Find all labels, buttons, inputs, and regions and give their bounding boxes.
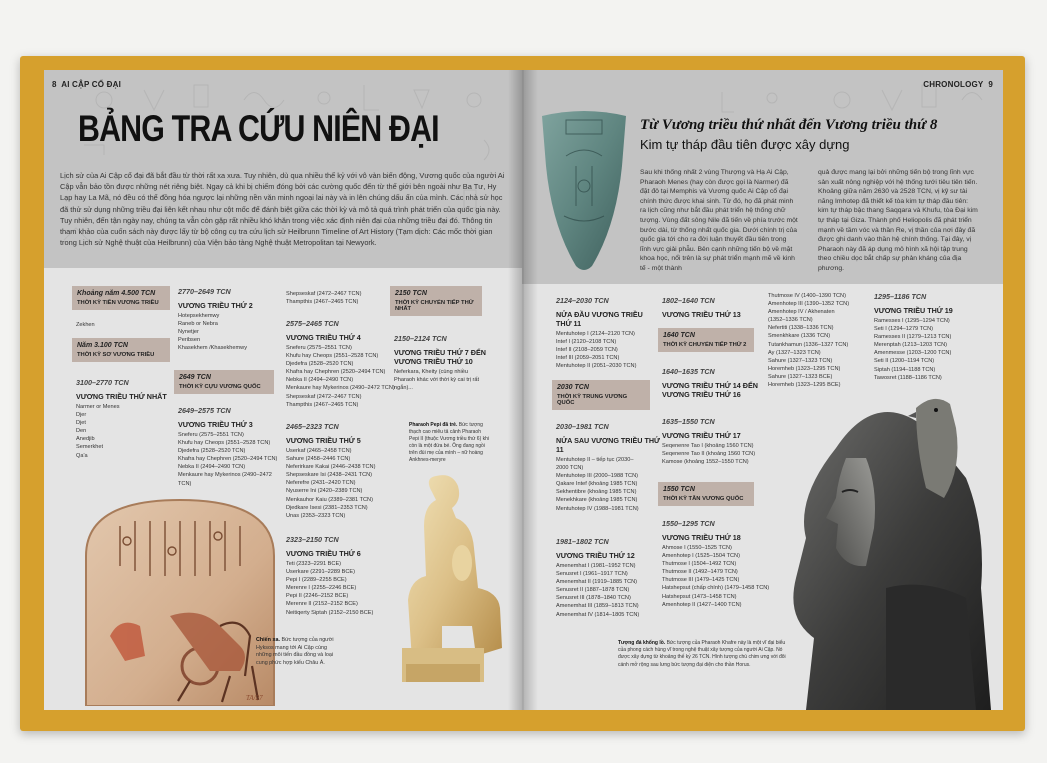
ruler-name: Tutankhamun (1336–1327 TCN): [768, 341, 849, 348]
ruler-name: Thampthis (2467–2465 TCN): [286, 299, 359, 306]
right-page: [522, 70, 1003, 710]
dynasty-name: VƯƠNG TRIỀU THỨ 14 ĐẾN VƯƠNG TRIỀU THỨ 16: [662, 381, 758, 399]
ruler-name: Thutmose III (1479–1425 TCN): [662, 577, 740, 584]
dynasty-name: VƯƠNG TRIỀU THỨ 17: [662, 431, 741, 440]
dynasty-11a-entry: [556, 296, 660, 370]
period-box-old-kingdom: [174, 370, 274, 394]
ruler-name: Djedefra (2528–2520 TCN): [286, 361, 354, 368]
dynasty-date: 2465–2323 TCN: [286, 422, 339, 431]
folio-section: AI CẬP CỔ ĐẠI: [61, 80, 122, 89]
dynasty-name: NỬA ĐẦU VƯƠNG TRIỀU THỨ 11: [556, 310, 643, 328]
ruler-name: Khufu hay Cheops (2551–2528 TCN): [178, 440, 271, 447]
ruler-name: Mentuhotep I (2124–2120 TCN): [556, 331, 635, 337]
ruler-name: Seqenenre Tao I (khoảng 1560 TCN): [662, 443, 754, 449]
ruler-name: Pepi II (2246–2152 BCE): [286, 593, 349, 600]
ruler-name: Pepi I (2289–2255 BCE): [286, 577, 347, 584]
folio-right: [923, 80, 993, 89]
period-name: THỜI KỲ SƠ VƯƠNG TRIỀU: [77, 352, 155, 358]
ruler-name: Neferirkare Kakai (2446–2438 TCN): [286, 464, 376, 471]
dynasty-name: VƯƠNG TRIỀU THỨ 2: [178, 301, 253, 310]
period-name: THỜI KỲ TIỀN VƯƠNG TRIỀU: [77, 300, 159, 306]
dynasty-name: VƯƠNG TRIỀU THỨ 19: [874, 306, 953, 315]
dynasty-12-entry: [556, 537, 660, 619]
caption-title: Pharaoh Pepi đã trẻ.: [409, 422, 458, 428]
dynasty-3-entry: [178, 406, 283, 488]
right-title: Từ Vương triều thứ nhất đến Vương triều thứ 8: [640, 117, 938, 133]
dynasty-name: VƯƠNG TRIỀU THỨ 13: [662, 310, 741, 319]
ruler-name: Amenemhat I (1981–1952 TCN): [556, 563, 636, 569]
dynasty-date: 2150–2124 TCN: [394, 334, 447, 343]
ruler-name: Ay (1327–1323 TCN): [768, 349, 821, 356]
left-page: [44, 70, 522, 710]
ruler-name: Unas (2353–2323 TCN): [286, 512, 346, 519]
narmer-palette-image: [536, 106, 632, 276]
dynasty-date: 2323–2150 TCN: [286, 535, 339, 544]
dynasty-name: VƯƠNG TRIỀU THỨ 18: [662, 533, 741, 542]
ruler-name: Seqenenre Tao II (khoảng 1560 TCN): [662, 451, 756, 458]
ruler-name: Amenhotep II (1427–1400 TCN): [662, 601, 742, 608]
dynasty-date: 1295–1186 TCN: [874, 292, 927, 301]
ruler-name: Khafra hay Chephren (2520–2494 TCN): [286, 369, 386, 376]
dynasty-17-entry: [662, 417, 766, 466]
dynasty-1-entry: [76, 378, 176, 460]
dynasty-18-entry: [662, 519, 770, 609]
ruler-name: Thutmose II (1492–1479 TCN): [662, 569, 738, 576]
predynastic-item: [76, 321, 95, 329]
dynasty-4-entry: [286, 319, 398, 409]
ruler-name: Shepseskare Isi (2438–2431 TCN): [286, 472, 373, 479]
caption-title: Chiến xa.: [256, 637, 280, 643]
ruler-name: Sahure (1327–1323 BCE): [768, 373, 833, 380]
ruler-name: Menkaure hay Mykerinos (2490–2472 TCN): [286, 385, 395, 392]
period-date: 2649 TCN: [179, 374, 211, 381]
dynasty-date: 1802–1640 TCN: [662, 296, 715, 305]
ruler-name: Intef I (2120–2108 TCN): [556, 339, 617, 346]
period-box-predynastic: [72, 286, 170, 310]
dynasty-date: 1981–1802 TCN: [556, 537, 609, 546]
ruler-name: Neferefre (2431–2420 TCN): [286, 480, 356, 487]
dynasty-13-entry: [662, 296, 762, 321]
ruler-name: Mentuhotep IV (1988–1981 TCN): [556, 505, 639, 512]
ruler-name: Djet: [76, 420, 86, 427]
ruler-name: Nefertiti (1338–1336 TCN): [768, 325, 834, 332]
ruler-name: Khafra hay Chephren (2520–2494 TCN): [178, 456, 278, 463]
period-name: THỜI KỲ TRUNG VƯƠNG QUỐC: [557, 394, 628, 406]
ruler-name: Nynetjer: [178, 329, 199, 336]
ruler-name: Ramesses I (1295–1294 TCN): [874, 318, 950, 324]
ruler-name: Hotepsekhemwy: [178, 313, 220, 319]
page-title: BẢNG TRA CỨU NIÊN ĐẠI: [78, 108, 439, 149]
dynasty-date: 2030–1981 TCN: [556, 422, 609, 431]
ruler-name: Nyuserre Ini (2420–2389 TCN): [286, 488, 363, 495]
ruler-name: Den: [76, 428, 87, 435]
ruler-name: Senusret II (1887–1878 TCN): [556, 587, 630, 594]
right-subtitle: Kim tự tháp đầu tiên được xây dựng: [640, 137, 850, 152]
ruler-name: Seti II (1200–1194 TCN): [874, 358, 935, 365]
ruler-name: Amenemhat IV (1814–1805 TCN): [556, 611, 640, 618]
folio-number: 8: [52, 80, 57, 89]
ruler-name: Djer: [76, 412, 87, 419]
dynasty-14-16-entry: [662, 367, 762, 401]
ruler-name: Qakare Intef (khoảng 1985 TCN): [556, 481, 638, 488]
dynasty-7-10-entry: [394, 334, 486, 392]
caption-text: Bức tượng của người Hyksos mang tới Ai Cập cùng những môi tiến đầu đồng và loại cung phức hợp kiểu Châu Á.: [256, 637, 334, 666]
ruler-name: Mentuhotep II – tiếp tục (2030–: [556, 457, 634, 463]
period-name: THỜI KỲ CHUYỂN TIẾP THỨ 2: [663, 342, 747, 348]
ruler-name: Mentuhotep III (2000–1988 TCN): [556, 473, 638, 480]
ruler-name: Userkaf (2465–2458 TCN): [286, 448, 352, 454]
ruler-name: Merenre I (2255–2246 BCE): [286, 585, 357, 592]
period-box-first-intermediate: [390, 286, 482, 316]
dynasty-5-entry: [286, 422, 398, 520]
period-date: 1640 TCN: [663, 332, 695, 339]
ruler-name: Narmer or Menes: [76, 404, 120, 410]
dynasty-name: VƯƠNG TRIỀU THỨ NHẤT: [76, 392, 167, 401]
ruler-name: TCN): [178, 480, 192, 487]
folio-section: CHRONOLOGY: [923, 80, 984, 89]
stela-mark: TA/27: [246, 694, 263, 702]
period-date: 1550 TCN: [663, 486, 695, 493]
dynasty-name: VƯƠNG TRIỀU THỨ 6: [286, 549, 361, 558]
dynasty-name: VƯƠNG TRIỀU THỨ 5: [286, 436, 361, 445]
ruler-name: Amenhotep IV / Akhenaten: [768, 309, 835, 316]
ruler-name: Shepseskaf (2472–2467 TCN): [286, 393, 362, 400]
dynasty-18-continued: [768, 292, 878, 389]
ruler-name: Thutmose I (1504–1492 TCN): [662, 561, 737, 568]
ruler-name: Sneferu (2575–2551 TCN): [178, 432, 244, 438]
dynasty-date: 1635–1550 TCN: [662, 417, 715, 426]
ruler-name: Amenemhat II (1919–1885 TCN): [556, 579, 638, 586]
ruler-name: Djedkare Isesi (2381–2353 TCN): [286, 504, 368, 511]
dynasty-name: VƯƠNG TRIỀU THỨ 4: [286, 333, 361, 342]
ruler-name: Amenemhat III (1859–1813 TCN): [556, 603, 639, 610]
dynasty-3-continued: [286, 290, 396, 306]
ruler-name: Nebka II (2494–2490 TCN): [178, 464, 246, 471]
ruler-name: Merenre II (2152–2152 BCE): [286, 601, 358, 608]
dynasty-6-entry: [286, 535, 398, 617]
dynasty-date: 1640–1635 TCN: [662, 367, 715, 376]
caption-pepi: [409, 422, 489, 464]
ruler-name: Sahure (1327–1323 TCN): [768, 357, 833, 364]
period-box-new-kingdom: [658, 482, 754, 506]
period-box-early-dynastic: [72, 338, 170, 362]
ruler-name: Intef III (2059–2051 TCN): [556, 355, 620, 362]
ruler-name: Intef II (2108–2059 TCN): [556, 347, 618, 354]
ruler-name: Mentuhotep II (2051–2030 TCN): [556, 363, 637, 370]
ruler-name: Nebka II (2494–2490 TCN): [286, 377, 354, 384]
period-box-second-intermediate: [658, 328, 754, 352]
ruler-name: Kamose (khoảng 1552–1550 TCN): [662, 459, 749, 466]
ruler-name: Tawosret (1188–1186 TCN): [874, 374, 942, 381]
ruler-name: Menekhkare (khoảng 1985 TCN): [556, 497, 638, 504]
ruler-name: Amenhotep I (1525–1504 TCN): [662, 553, 740, 560]
period-name: THỜI KỲ CỰU VƯƠNG QUỐC: [179, 384, 261, 390]
ruler-name: Horemheb (1323–1295 BCE): [768, 382, 841, 389]
caption-text: Bức tượng của Pharaoh Khafre này là một vĩ đại biểu của phong cách hùng vĩ trong nghệ thuật xây tượng của người Ai Cập. Nó được xây dựng từ khoảng thế kỷ 26 TCN. Hình tượng chú chim ưng với đôi cánh mở rộng sau lưng bức tượng đại diện cho thần Horus.: [618, 640, 786, 668]
dynasty-date: 2124–2030 TCN: [556, 296, 609, 305]
ruler-name: Userkare (2291–2289 BCE): [286, 569, 356, 576]
folio-left: [52, 80, 121, 89]
ruler-name: Raneb or Nebra: [178, 321, 218, 328]
ruler-name: Djedefra (2528–2520 TCN): [178, 448, 246, 455]
dynasty-name: VƯƠNG TRIỀU THỨ 7 ĐẾN VƯƠNG TRIỀU THỨ 10: [394, 348, 486, 366]
intro-column-1: Sau khi thống nhất 2 vùng Thượng và Hạ Ai Cập, Pharaoh Menes (hay còn được gọi là Narmer) đã đặt đô tại Memphis và Vương quốc Ai Cập cổ đại chính thức được khai sinh. Từ đó, họ đã phát minh ra lịch cũng như bắt đầu phát triển hệ thống chữ tượng. Vùng đất sông Nile đã tiến về phía trước một bước dài, từ thống nhất quốc gia. Dưới chính trị của quốc gia tới cho ra đời luận thuyết đầu tiên trong lĩnh vực giải phẫu. Bên cạnh những tiến bộ về mặt khoa học, nổi trên là sự phát triển mạnh mẽ về kinh tế - một thành: [640, 169, 798, 272]
ruler-name: Thutmose IV (1400–1390 TCN): [768, 293, 846, 299]
ruler-name: Neitiqerty Siptah (2152–2150 BCE): [286, 609, 374, 616]
ruler-name: Senusret III (1878–1840 TCN): [556, 595, 631, 602]
period-date: Năm 3.100 TCN: [77, 342, 128, 349]
period-date: 2030 TCN: [557, 384, 589, 391]
ruler-name: Qa'a: [76, 452, 88, 459]
ruler-name: 2000 TCN): [556, 465, 584, 472]
ruler-name: Thampthis (2467–2465 TCN): [286, 401, 359, 408]
ruler-name: Amenhotep III (1390–1352 TCN): [768, 301, 850, 308]
dynasty-description: Neferkara, Kheity (cùng nhiều Pharaoh khác với thời kỳ cai trị rất ngắn)...: [394, 369, 480, 392]
pepi-statue-image: [384, 468, 504, 688]
period-name: THỜI KỲ CHUYỂN TIẾP THỨ NHẤT: [395, 300, 474, 312]
dynasty-2-entry: [178, 287, 278, 352]
period-box-middle-kingdom: [552, 380, 650, 410]
ruler-name: Seti I (1294–1279 TCN): [874, 326, 933, 333]
period-date: Khoảng năm 4.500 TCN: [77, 290, 156, 297]
dynasty-date: 2770–2649 TCN: [178, 287, 231, 296]
ruler-name: Teti (2323–2291 BCE): [286, 561, 342, 567]
period-name: THỜI KỲ TÂN VƯƠNG QUỐC: [663, 496, 744, 502]
ruler-name: Siptah (1194–1188 TCN): [874, 366, 936, 373]
caption-text: Bức tượng thạch cao miêu tả cảnh Pharaoh Pepi II (thuộc Vương triều thứ 6) khi còn là một đứa bé. Ông đang ngồi trên đùi mẹ của mình – nữ hoàng Ankhnes-meryre: [409, 422, 490, 463]
ruler-name: Shepseskaf (2472–2467 TCN): [286, 291, 362, 297]
ruler-name: Sekhentibre (khoảng 1985 TCN): [556, 489, 637, 496]
ruler-name: Sahure (2458–2446 TCN): [286, 456, 351, 463]
intro-paragraph: Lịch sử của Ai Cập cổ đại đã bắt đầu từ thời rất xa xưa. Tuy nhiên, dù qua nhiều thế kỷ với vô vàn biến động, Vương quốc của người Ai Cập vẫn bảo tồn được những nét riêng biệt. Ngay cả khi bị chiếm đóng bởi các cường quốc đến từ thế giới bên ngoài như Ba Tư, Hy Lạp hay La Mã, nó đều có thể đồng hóa ngược lại những nền văn minh ngoại lai này và in lên chúng dấu ấn của mình. Các nhà sử học đã thử sử dụng những triều đại liên kết nhau như cột mốc để đánh biệt giữa các thời kỳ và mô tả quá trình phát triển của quốc gia này. Tuy nhiên, đến tận ngày nay, chúng ta vẫn còn gặp rất nhiều khó khăn trong việc xác định niên đại của những triều đại đó. Thông tin tham khảo của cuốn sách này được lấy từ bộ công cụ tra cứu lịch sử Heilbrunn Timeline of Art History (Tạm dịch: Các mốc thời gian trong Lịch sử Nghệ thuật của Heilbrunn) của Viện bảo tàng Nghệ thuật Metropolitan tại Newyork.: [60, 171, 505, 248]
ruler-name: Menkauhor Kaiu (2389–2381 TCN): [286, 496, 373, 503]
dynasty-date: 2575–2465 TCN: [286, 319, 339, 328]
ruler-name: Menkaure hay Mykerinos (2490–2472: [178, 472, 272, 479]
ruler-name: Zekhen: [76, 322, 95, 328]
chariot-stela-image: [80, 496, 280, 706]
period-date: 2150 TCN: [395, 290, 427, 297]
ruler-name: Khasekhem /Khasekhemwy: [178, 345, 248, 352]
ruler-name: (1352–1336 TCN): [768, 317, 813, 324]
ruler-name: Ahmose I (1550–1525 TCN): [662, 545, 732, 551]
intro-column-2: quả được mang lại bởi những tiến bộ trong lĩnh vực sản xuất nông nghiệp với hệ thống tưới tiêu tiên tiến. Khoảng giữa năm 2630 và 2528 TCN, vị kỹ sư tài năng Imhotep đã thiết kế tòa kim tự tháp đầu tiên: kim tự tháp bậc thang Saqqara và Khufu, tòa Đại kim tự tháp tại Giza. Thành phố Heliopolis đã phát triển mạnh về tầm vóc và thần Re, vị thần của nơi đây đã được ghi danh vào thần hệ chính thống. Tại đây, vị Pharaoh này đã áp dụng mô hình xã hội tập trung theo chiều dọc bắt chấp sự phản kháng của địa phương.: [818, 169, 978, 272]
khafre-statue-image: [766, 388, 1003, 710]
ruler-name: Senusret I (1961–1917 TCN): [556, 571, 628, 578]
ruler-name: Hatshepsut (chấp chính) (1479–1458 TCN): [662, 585, 770, 592]
caption-title: Tượng đá khổng lồ.: [618, 640, 666, 646]
dynasty-name: VƯƠNG TRIỀU THỨ 3: [178, 420, 253, 429]
ruler-name: Amenmesse (1203–1200 TCN): [874, 350, 952, 357]
ruler-name: Hatshepsut (1473–1458 TCN): [662, 593, 737, 600]
ruler-name: Smenkhkare (1336 TCN): [768, 333, 831, 340]
ruler-name: Peribsen: [178, 337, 201, 344]
dynasty-date: 2649–2575 TCN: [178, 406, 231, 415]
folio-number: 9: [988, 80, 993, 89]
caption-chariot: [256, 637, 336, 667]
dynasty-19-entry: [874, 292, 978, 382]
ruler-name: Horemheb (1323–1295 TCN): [768, 365, 841, 372]
ruler-name: Sneferu (2575–2551 TCN): [286, 345, 352, 351]
ruler-name: Merenptah (1213–1203 TCN): [874, 342, 947, 349]
caption-khafre: [618, 640, 786, 669]
ruler-name: Khufu hay Cheops (2551–2528 TCN): [286, 353, 379, 360]
ruler-name: Semerkhet: [76, 444, 104, 451]
dynasty-name: VƯƠNG TRIỀU THỨ 12: [556, 551, 635, 560]
ruler-name: Ramesses II (1279–1213 TCN): [874, 334, 952, 341]
dynasty-11b-entry: [556, 422, 660, 513]
dynasty-date: 3100–2770 TCN: [76, 378, 129, 387]
ruler-name: Anedjib: [76, 436, 95, 443]
dynasty-date: 1550–1295 TCN: [662, 519, 715, 528]
dynasty-name: NỬA SAU VƯƠNG TRIỀU THỨ 11: [556, 436, 661, 454]
